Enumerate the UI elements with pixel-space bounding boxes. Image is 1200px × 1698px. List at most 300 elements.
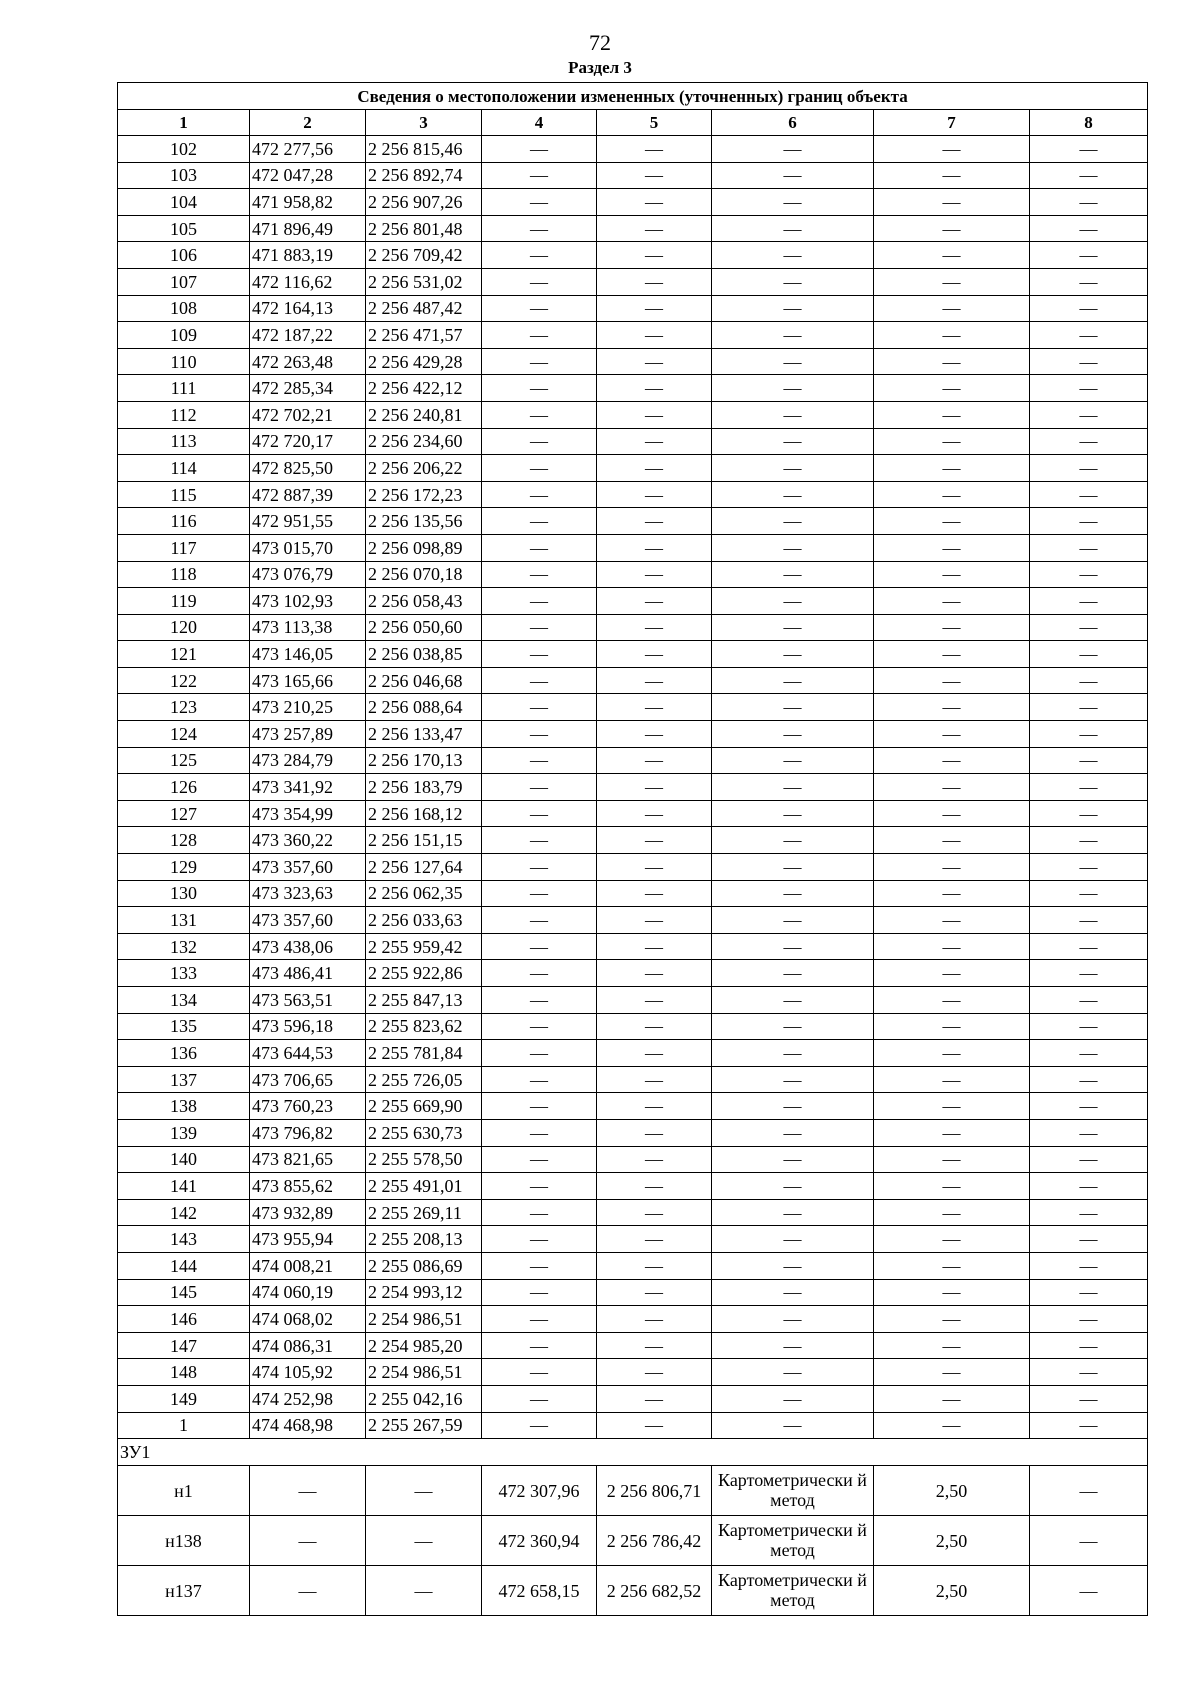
dash-cell: — [1030, 561, 1148, 588]
coord-y-cell: 2 256 892,74 [366, 162, 482, 189]
table-row [118, 800, 1148, 827]
coord-y-cell: 2 255 491,01 [366, 1173, 482, 1200]
dash-cell: — [1030, 481, 1148, 508]
coord-x-cell: 473 563,51 [250, 987, 366, 1014]
table-row [118, 242, 1148, 269]
table-row [118, 189, 1148, 216]
dash-cell: — [874, 721, 1030, 748]
table-row [118, 455, 1148, 482]
coord-y-cell: 2 255 781,84 [366, 1040, 482, 1067]
coord-x-cell: 473 323,63 [250, 880, 366, 907]
page-number: 72 [589, 30, 611, 55]
point-number-cell: 134 [118, 987, 250, 1014]
table-row [118, 1466, 1148, 1516]
table-row [118, 588, 1148, 615]
coord-y-cell: 2 254 986,51 [366, 1306, 482, 1333]
coord-x-cell: 472 887,39 [250, 481, 366, 508]
point-number-cell: 126 [118, 774, 250, 801]
dash-cell: — [874, 1359, 1030, 1386]
dash-cell: — [482, 401, 597, 428]
dash-cell: — [597, 136, 712, 163]
dash-cell: — [482, 1332, 597, 1359]
coord-x-cell: 472 951,55 [250, 508, 366, 535]
table-row [118, 774, 1148, 801]
table-row [118, 1516, 1148, 1566]
table-row [118, 348, 1148, 375]
dash-cell: — [712, 1332, 874, 1359]
dash-cell: — [482, 614, 597, 641]
point-number-cell: н1 [118, 1466, 250, 1516]
new-coord-x-cell: 472 360,94 [482, 1516, 597, 1566]
dash-cell: — [250, 1466, 366, 1516]
coord-x-cell: 473 341,92 [250, 774, 366, 801]
coord-x-cell: 472 285,34 [250, 375, 366, 402]
dash-cell: — [597, 242, 712, 269]
coord-x-cell: 471 958,82 [250, 189, 366, 216]
coord-y-cell: 2 255 269,11 [366, 1199, 482, 1226]
dash-cell: — [874, 747, 1030, 774]
dash-cell: — [482, 641, 597, 668]
dash-cell: — [482, 136, 597, 163]
point-number-cell: 144 [118, 1252, 250, 1279]
coord-x-cell: 473 855,62 [250, 1173, 366, 1200]
dash-cell: — [712, 960, 874, 987]
dash-cell: — [1030, 1332, 1148, 1359]
accuracy-cell: 2,50 [874, 1516, 1030, 1566]
dash-cell: — [597, 481, 712, 508]
dash-cell: — [482, 721, 597, 748]
coord-y-cell: 2 255 922,86 [366, 960, 482, 987]
dash-cell: — [874, 1146, 1030, 1173]
dash-cell: — [874, 1226, 1030, 1253]
point-number-cell: 119 [118, 588, 250, 615]
table-row [118, 561, 1148, 588]
coord-y-cell: 2 256 709,42 [366, 242, 482, 269]
dash-cell: — [1030, 880, 1148, 907]
coord-x-cell: 473 438,06 [250, 933, 366, 960]
dash-cell: — [482, 1146, 597, 1173]
dash-cell: — [482, 1093, 597, 1120]
new-coord-x-cell: 472 658,15 [482, 1566, 597, 1616]
coord-y-cell: 2 256 127,64 [366, 854, 482, 881]
dash-cell: — [482, 1173, 597, 1200]
point-number-cell: 138 [118, 1093, 250, 1120]
table-row [118, 268, 1148, 295]
dash-cell: — [482, 455, 597, 482]
dash-cell: — [482, 189, 597, 216]
coord-y-cell: 2 254 985,20 [366, 1332, 482, 1359]
dash-cell: — [712, 1412, 874, 1439]
dash-cell: — [874, 1279, 1030, 1306]
dash-cell: — [874, 1119, 1030, 1146]
dash-cell: — [482, 1359, 597, 1386]
dash-cell: — [1030, 1412, 1148, 1439]
dash-cell: — [597, 800, 712, 827]
coord-y-cell: 2 256 033,63 [366, 907, 482, 934]
table-row [118, 987, 1148, 1014]
dash-cell: — [874, 827, 1030, 854]
dash-cell: — [874, 1412, 1030, 1439]
coord-y-cell: 2 255 086,69 [366, 1252, 482, 1279]
coord-x-cell: 472 187,22 [250, 322, 366, 349]
point-number-cell: 142 [118, 1199, 250, 1226]
dash-cell: — [712, 1146, 874, 1173]
coord-y-cell: 2 254 993,12 [366, 1279, 482, 1306]
point-number-cell: 102 [118, 136, 250, 163]
dash-cell: — [482, 1252, 597, 1279]
coord-y-cell: 2 256 170,13 [366, 747, 482, 774]
dash-cell: — [712, 827, 874, 854]
dash-cell: — [597, 375, 712, 402]
coord-x-cell: 472 116,62 [250, 268, 366, 295]
coord-x-cell: 472 277,56 [250, 136, 366, 163]
table-row [118, 933, 1148, 960]
coord-y-cell: 2 256 183,79 [366, 774, 482, 801]
dash-cell: — [597, 1119, 712, 1146]
table-row [118, 1173, 1148, 1200]
dash-cell: — [712, 215, 874, 242]
dash-cell: — [712, 987, 874, 1014]
dash-cell: — [1030, 189, 1148, 216]
dash-cell: — [874, 1040, 1030, 1067]
dash-cell: — [1030, 667, 1148, 694]
dash-cell: — [874, 1306, 1030, 1333]
coord-x-cell: 473 284,79 [250, 747, 366, 774]
dash-cell: — [712, 136, 874, 163]
coord-x-cell: 472 263,48 [250, 348, 366, 375]
dash-cell: — [1030, 375, 1148, 402]
coord-y-cell: 2 254 986,51 [366, 1359, 482, 1386]
dash-cell: — [874, 508, 1030, 535]
coord-y-cell: 2 255 726,05 [366, 1066, 482, 1093]
table-caption: Сведения о местоположении измененных (уточненных) границ объекта [118, 83, 1148, 110]
dash-cell: — [482, 800, 597, 827]
dash-cell: — [712, 481, 874, 508]
dash-cell: — [1030, 1093, 1148, 1120]
coord-x-cell: 473 596,18 [250, 1013, 366, 1040]
dash-cell: — [597, 401, 712, 428]
column-number: 6 [712, 110, 874, 136]
dash-cell: — [1030, 987, 1148, 1014]
dash-cell: — [597, 907, 712, 934]
table-row [118, 854, 1148, 881]
point-number-cell: 114 [118, 455, 250, 482]
point-number-cell: 110 [118, 348, 250, 375]
new-coord-y-cell: 2 256 806,71 [597, 1466, 712, 1516]
dash-cell: — [482, 348, 597, 375]
dash-cell: — [1030, 588, 1148, 615]
dash-cell: — [874, 455, 1030, 482]
dash-cell: — [1030, 508, 1148, 535]
coord-x-cell: 473 146,05 [250, 641, 366, 668]
coord-x-cell: 473 210,25 [250, 694, 366, 721]
dash-cell: — [874, 242, 1030, 269]
point-number-cell: 149 [118, 1385, 250, 1412]
dash-cell: — [597, 348, 712, 375]
coord-y-cell: 2 255 959,42 [366, 933, 482, 960]
dash-cell: — [874, 588, 1030, 615]
coord-x-cell: 473 821,65 [250, 1146, 366, 1173]
dash-cell: — [1030, 1252, 1148, 1279]
dash-cell: — [597, 268, 712, 295]
coord-y-cell: 2 256 172,23 [366, 481, 482, 508]
coord-x-cell: 471 883,19 [250, 242, 366, 269]
table-row [118, 136, 1148, 163]
dash-cell: — [482, 215, 597, 242]
table-row [118, 1385, 1148, 1412]
dash-cell: — [482, 322, 597, 349]
dash-cell: — [597, 455, 712, 482]
table-row [118, 641, 1148, 668]
table-row [118, 1359, 1148, 1386]
coord-x-cell: 473 357,60 [250, 854, 366, 881]
coord-y-cell: 2 256 038,85 [366, 641, 482, 668]
dash-cell: — [1030, 1359, 1148, 1386]
dash-cell: — [712, 348, 874, 375]
coord-x-cell: 473 113,38 [250, 614, 366, 641]
point-number-cell: 132 [118, 933, 250, 960]
point-number-cell: 124 [118, 721, 250, 748]
dash-cell: — [482, 1226, 597, 1253]
table-caption-row [118, 83, 1148, 110]
dash-cell: — [597, 987, 712, 1014]
coord-x-cell: 472 164,13 [250, 295, 366, 322]
dash-cell: — [874, 854, 1030, 881]
coord-x-cell: 473 360,22 [250, 827, 366, 854]
dash-cell: — [874, 1332, 1030, 1359]
dash-cell: — [1030, 1013, 1148, 1040]
coord-x-cell: 474 008,21 [250, 1252, 366, 1279]
point-number-cell: 145 [118, 1279, 250, 1306]
dash-cell: — [1030, 747, 1148, 774]
dash-cell: — [1030, 721, 1148, 748]
table-row [118, 1566, 1148, 1616]
dash-cell: — [482, 987, 597, 1014]
point-number-cell: 111 [118, 375, 250, 402]
dash-cell: — [1030, 1119, 1148, 1146]
dash-cell: — [1030, 641, 1148, 668]
coord-y-cell: 2 256 487,42 [366, 295, 482, 322]
coord-y-cell: 2 255 042,16 [366, 1385, 482, 1412]
dash-cell: — [712, 880, 874, 907]
dash-cell: — [712, 189, 874, 216]
table-row [118, 721, 1148, 748]
dash-cell: — [712, 667, 874, 694]
table-body [118, 83, 1148, 1616]
dash-cell: — [597, 614, 712, 641]
coord-y-cell: 2 255 267,59 [366, 1412, 482, 1439]
dash-cell: — [597, 1093, 712, 1120]
dash-cell: — [1030, 162, 1148, 189]
dash-cell: — [874, 322, 1030, 349]
dash-cell: — [1030, 242, 1148, 269]
dash-cell: — [482, 1199, 597, 1226]
dash-cell: — [874, 215, 1030, 242]
point-number-cell: 104 [118, 189, 250, 216]
dash-cell: — [482, 534, 597, 561]
dash-cell: — [874, 295, 1030, 322]
dash-cell: — [1030, 1385, 1148, 1412]
dash-cell: — [874, 1199, 1030, 1226]
dash-cell: — [250, 1516, 366, 1566]
coord-x-cell: 473 257,89 [250, 721, 366, 748]
coord-y-cell: 2 256 135,56 [366, 508, 482, 535]
dash-cell: — [874, 1173, 1030, 1200]
dash-cell: — [482, 933, 597, 960]
dash-cell: — [712, 907, 874, 934]
dash-cell: — [712, 1199, 874, 1226]
dash-cell: — [482, 1412, 597, 1439]
coord-y-cell: 2 256 133,47 [366, 721, 482, 748]
point-number-cell: н138 [118, 1516, 250, 1566]
point-number-cell: 129 [118, 854, 250, 881]
coord-y-cell: 2 256 168,12 [366, 800, 482, 827]
point-number-cell: 141 [118, 1173, 250, 1200]
dash-cell: — [712, 614, 874, 641]
dash-cell: — [482, 854, 597, 881]
coord-y-cell: 2 255 630,73 [366, 1119, 482, 1146]
dash-cell: — [874, 987, 1030, 1014]
dash-cell: — [874, 561, 1030, 588]
dash-cell: — [597, 295, 712, 322]
dash-cell: — [597, 1066, 712, 1093]
dash-cell: — [1030, 215, 1148, 242]
dash-cell: — [482, 428, 597, 455]
dash-cell: — [874, 694, 1030, 721]
coord-x-cell: 474 060,19 [250, 1279, 366, 1306]
dash-cell: — [597, 508, 712, 535]
coord-y-cell: 2 256 240,81 [366, 401, 482, 428]
dash-cell: — [597, 1385, 712, 1412]
dash-cell: — [1030, 774, 1148, 801]
dash-cell: — [597, 561, 712, 588]
dash-cell: — [597, 1013, 712, 1040]
coord-y-cell: 2 255 847,13 [366, 987, 482, 1014]
dash-cell: — [874, 189, 1030, 216]
point-number-cell: 105 [118, 215, 250, 242]
coord-x-cell: 473 486,41 [250, 960, 366, 987]
dash-cell: — [1030, 1566, 1148, 1616]
section-label: ЗУ1 [118, 1439, 1148, 1466]
coord-y-cell: 2 256 801,48 [366, 215, 482, 242]
coord-x-cell: 473 354,99 [250, 800, 366, 827]
coord-x-cell: 473 102,93 [250, 588, 366, 615]
dash-cell: — [712, 1252, 874, 1279]
coord-x-cell: 473 796,82 [250, 1119, 366, 1146]
point-number-cell: 133 [118, 960, 250, 987]
dash-cell: — [1030, 1146, 1148, 1173]
table-row [118, 614, 1148, 641]
point-number-cell: 135 [118, 1013, 250, 1040]
table-row [118, 1279, 1148, 1306]
dash-cell: — [597, 1332, 712, 1359]
dash-cell: — [482, 667, 597, 694]
dash-cell: — [712, 588, 874, 615]
dash-cell: — [712, 1013, 874, 1040]
point-number-cell: 115 [118, 481, 250, 508]
dash-cell: — [597, 588, 712, 615]
dash-cell: — [597, 1252, 712, 1279]
dash-cell: — [712, 508, 874, 535]
point-number-cell: 128 [118, 827, 250, 854]
coord-y-cell: 2 256 429,28 [366, 348, 482, 375]
table-row [118, 162, 1148, 189]
new-coord-y-cell: 2 256 786,42 [597, 1516, 712, 1566]
dash-cell: — [874, 428, 1030, 455]
dash-cell: — [597, 827, 712, 854]
coord-y-cell: 2 256 151,15 [366, 827, 482, 854]
dash-cell: — [366, 1566, 482, 1616]
dash-cell: — [597, 880, 712, 907]
dash-cell: — [874, 800, 1030, 827]
dash-cell: — [712, 242, 874, 269]
dash-cell: — [712, 561, 874, 588]
table-row [118, 827, 1148, 854]
dash-cell: — [1030, 534, 1148, 561]
coord-x-cell: 473 644,53 [250, 1040, 366, 1067]
point-number-cell: 1 [118, 1412, 250, 1439]
dash-cell: — [1030, 694, 1148, 721]
coord-x-cell: 472 720,17 [250, 428, 366, 455]
dash-cell: — [874, 162, 1030, 189]
dash-cell: — [874, 534, 1030, 561]
table-row [118, 1146, 1148, 1173]
dash-cell: — [712, 162, 874, 189]
dash-cell: — [874, 1385, 1030, 1412]
dash-cell: — [712, 1040, 874, 1067]
dash-cell: — [712, 1306, 874, 1333]
dash-cell: — [712, 375, 874, 402]
coord-x-cell: 473 932,89 [250, 1199, 366, 1226]
coord-x-cell: 473 706,65 [250, 1066, 366, 1093]
coord-x-cell: 474 086,31 [250, 1332, 366, 1359]
dash-cell: — [597, 215, 712, 242]
column-number: 3 [366, 110, 482, 136]
dash-cell: — [712, 933, 874, 960]
coord-y-cell: 2 256 815,46 [366, 136, 482, 163]
dash-cell: — [874, 880, 1030, 907]
dash-cell: — [1030, 322, 1148, 349]
dash-cell: — [482, 1385, 597, 1412]
point-number-cell: 147 [118, 1332, 250, 1359]
dash-cell: — [712, 534, 874, 561]
dash-cell: — [712, 641, 874, 668]
coord-y-cell: 2 256 234,60 [366, 428, 482, 455]
dash-cell: — [482, 1013, 597, 1040]
dash-cell: — [712, 295, 874, 322]
dash-cell: — [712, 1119, 874, 1146]
column-number-row [118, 110, 1148, 136]
point-number-cell: 109 [118, 322, 250, 349]
table-row [118, 907, 1148, 934]
coord-x-cell: 472 825,50 [250, 455, 366, 482]
dash-cell: — [597, 774, 712, 801]
point-number-cell: 116 [118, 508, 250, 535]
dash-cell: — [597, 1279, 712, 1306]
coord-x-cell: 473 955,94 [250, 1226, 366, 1253]
dash-cell: — [597, 854, 712, 881]
method-cell: Картометрически й метод [712, 1516, 874, 1566]
dash-cell: — [712, 268, 874, 295]
dash-cell: — [874, 960, 1030, 987]
dash-cell: — [1030, 1466, 1148, 1516]
point-number-cell: 139 [118, 1119, 250, 1146]
dash-cell: — [1030, 933, 1148, 960]
dash-cell: — [482, 162, 597, 189]
dash-cell: — [1030, 1066, 1148, 1093]
dash-cell: — [1030, 614, 1148, 641]
table-row [118, 1252, 1148, 1279]
